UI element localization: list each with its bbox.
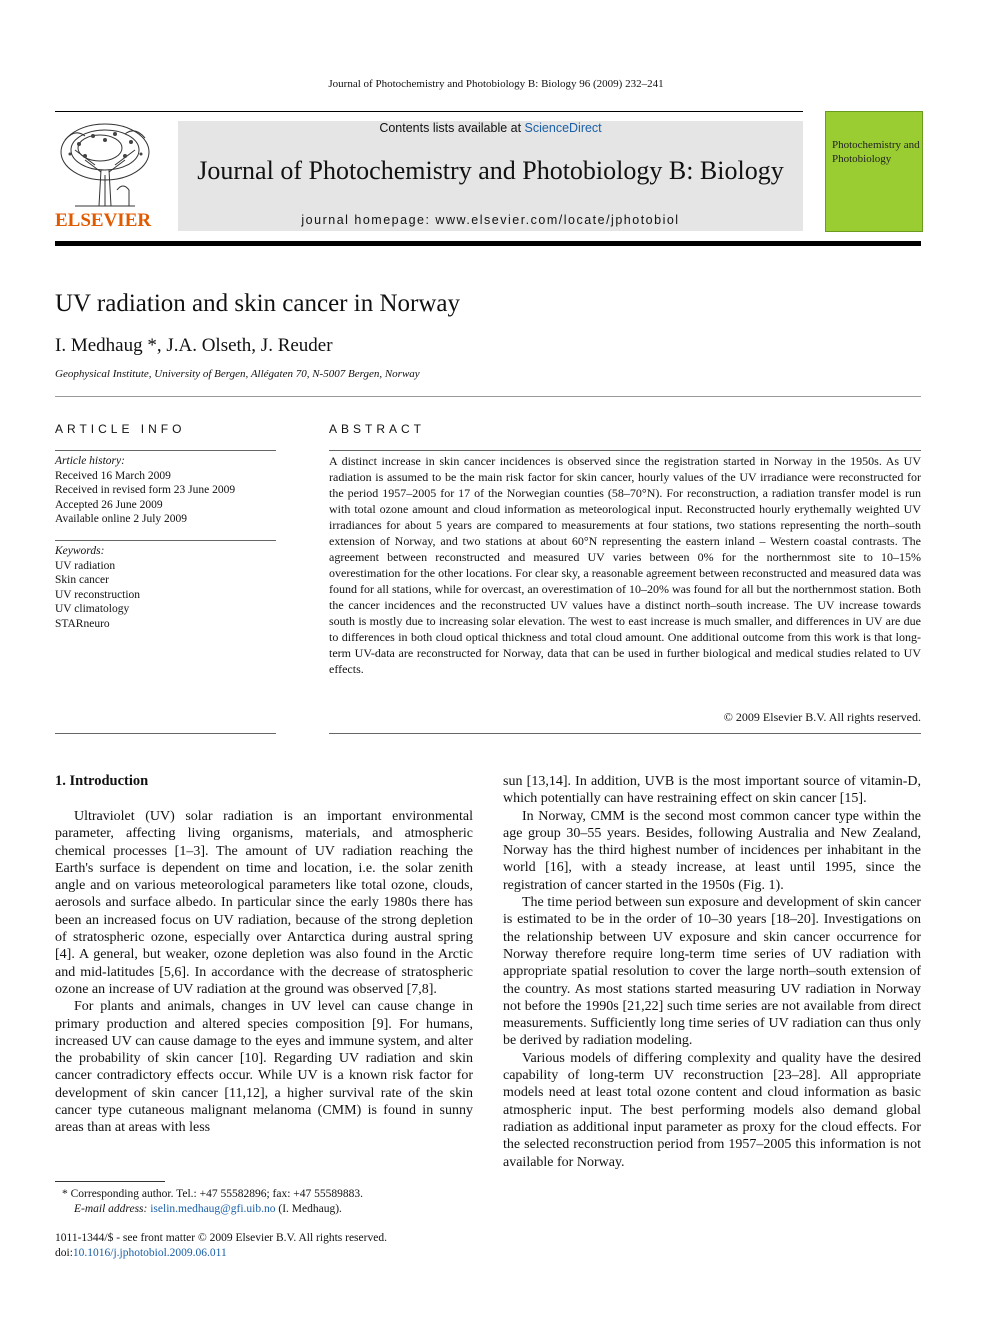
body-column-right (503, 773, 921, 1171)
keyword: STARneuro (55, 617, 110, 630)
paragraph: In Norway, CMM is the second most common cancer type within the age group 30–55 years. Besides, following Australia and New Zealand, Norway has the third highest number of incidences per inhabitant in the world [16], with a steady increase, at least until 1995, since the registration of cancer started in the 1950s (Fig. 1). (503, 808, 921, 893)
header-rule (55, 111, 803, 112)
cover-title: Photochemistry and Photobiology (832, 139, 920, 165)
doi-line (55, 1246, 485, 1261)
keywords-rule (55, 540, 276, 541)
abstract-copyright: © 2009 Elsevier B.V. All rights reserved. (723, 710, 921, 724)
keywords-list (55, 544, 276, 631)
body-column-left (55, 808, 473, 1137)
corresponding-author-note: * Corresponding author. Tel.: +47 55582896; fax: +47 55589883. (62, 1188, 364, 1200)
article-info-heading: ARTICLE INFO (55, 422, 186, 436)
contents-prefix: Contents lists available at (379, 121, 525, 135)
journal-cover-thumbnail (825, 111, 923, 232)
keyword: Skin cancer (55, 574, 109, 586)
elsevier-tree-logo (55, 120, 155, 210)
abstract-text: A distinct increase in skin cancer incidences is observed since the registration started in Norway in the 1950s. As UV radiation is assumed to be the main risk factor for skin cancer, hourly values of the UV irradiance were reconstructed for the period 1957–2005 for 17 of the Norwegian counties (58–70°N). For reconstruction, a radiation transfer model is run with total ozone amount and cloud information as meteorological input. Reconstructed hourly erythemally weighted UV irradiances for about 5 years are compared to measurements at four stations, two stations representing the north–south extension of Norway, and two stations at about 60°N representing the eastern inland – Western coastal contrasts. The agreement between reconstructed and measured UV varies between 0% for the northernmost site to 10–15% overestimation for the other locations. For clear sky, a reasonable agreement between reconstructed and measured data was found for all stations, while for overcast, an overestimation of 10–20% was found for all but the northernmost station. Both the cancer incidences and the reconstructed UV values have a distinct north–south increase. The UV increase towards south is mostly due to increasing solar elevation. The west to east increase is much smaller, and differences in UV are due to differences in both cloud optical thickness and total cloud amount. One additional outcome from this work is that long-term UV-data are reconstructed for Norway, data that can be used in further biological and medical studies related to UV effects. (329, 454, 921, 676)
history-item: Received 16 March 2009 (55, 469, 171, 482)
article-title: UV radiation and skin cancer in Norway (55, 290, 460, 317)
keyword: UV reconstruction (55, 588, 141, 601)
paragraph: The time period between sun exposure and development of skin cancer is estimated to be in the order of 10–30 years [18–20]. Investigations on the relationship between UV exposure and skin cancer occurrence for Norway therefore require long-term time series of UV radiation with appropriate spatial resolution to cover the large north–south extension of the country. As most stations started measuring UV radiation in Norway not before the 1990s [21,22] such time series are not available from direct measurements. Sufficiently long time series of UV radiation can thus only be derived by radiation modeling. (503, 895, 921, 1049)
article-history (55, 454, 276, 527)
paragraph: sun [13,14]. In addition, UVB is the most important source of vitamin-D, which potentially can have restraining effect on skin cancer [15]. (503, 774, 921, 807)
history-label: Article history: (55, 455, 125, 467)
sciencedirect-link[interactable]: ScienceDirect (524, 121, 602, 135)
journal-citation: Journal of Photochemistry and Photobiology B: Biology 96 (2009) 232–241 (328, 78, 664, 90)
elsevier-wordmark: ELSEVIER (55, 210, 152, 231)
journal-homepage[interactable]: journal homepage: www.elsevier.com/locate/jphotobiol (301, 213, 680, 227)
email-line (62, 1202, 482, 1217)
header-thick-rule (55, 241, 921, 246)
contents-line (178, 121, 803, 135)
doi-label: doi: (55, 1246, 73, 1259)
author-affiliation: Geophysical Institute, University of Bergen, Allégaten 70, N-5007 Bergen, Norway (55, 368, 420, 380)
journal-title: Journal of Photochemistry and Photobiology B: Biology (197, 156, 784, 185)
footnote (62, 1187, 482, 1216)
keywords-label: Keywords: (55, 545, 105, 557)
abstract-bottom-rule (329, 733, 921, 734)
front-matter (55, 1231, 485, 1260)
article-authors: I. Medhaug *, J.A. Olseth, J. Reuder (55, 335, 333, 356)
footnote-rule (55, 1181, 165, 1182)
history-item: Accepted 26 June 2009 (55, 498, 163, 511)
abstract-rule (329, 450, 921, 451)
history-item: Received in revised form 23 June 2009 (55, 484, 236, 496)
article-info-rule (55, 450, 276, 451)
title-block-rule (55, 396, 921, 397)
email-link[interactable]: iselin.medhaug@gfi.uib.no (150, 1202, 276, 1215)
abstract-heading: ABSTRACT (329, 422, 426, 436)
keyword: UV radiation (55, 559, 116, 572)
paragraph: Ultraviolet (UV) solar radiation is an important environmental parameter, affecting living organisms, materials, and atmospheric chemical processes [1–3]. The amount of UV radiation reaching the Earth's surface is dependent on time and location, i.e. the solar zenith angle and on various meteorological parameters like total ozone, clouds, aerosols and surface albedo. In particular since the early 1980s there has been an increased focus on UV radiation, because of the strong depletion of stratospheric ozone, especially over Antarctica during austral spring [4]. A general, but weaker, ozone depletion was also found in the Arctic and mid-latitudes [5,6]. In accordance with the decrease of stratospheric ozone an increase of UV radiation at the ground was observed [7,8]. (55, 809, 473, 997)
article-info-bottom-rule (55, 733, 276, 734)
keyword: UV climatology (55, 603, 130, 615)
email-label: E-mail address: (74, 1202, 151, 1215)
doi-link[interactable]: 10.1016/j.jphotobiol.2009.06.011 (72, 1246, 227, 1259)
issn-line: 1011-1344/$ - see front matter © 2009 Elsevier B.V. All rights reserved. (55, 1232, 387, 1244)
paragraph: Various models of differing complexity and quality have the desired capability of long-term UV reconstruction [23–28]. All appropriate models need at least total ozone content and cloud information as basic atmospheric input. The best performing models also demand global radiation as additional input parameter as proxy for the cloud effects. For the selected reconstruction period from 1957–2005 this information is not available for Norway. (503, 1050, 921, 1170)
email-suffix: (I. Medhaug). (275, 1202, 342, 1215)
history-item: Available online 2 July 2009 (55, 513, 188, 525)
section-heading-introduction: 1. Introduction (55, 773, 149, 789)
paragraph: For plants and animals, changes in UV level can cause change in primary production and altered species composition [9]. For humans, increased UV can cause damage to the eyes and immune system, and alter the probability of skin cancer [10]. Regarding UV radiation and skin cancer contradictory effects occur. While UV is a known risk factor for development of skin cancer [11,12], a higher survival rate of the skin cancer type cutaneous malignant melanoma (CMM) is found in sunny areas than at areas with less (55, 999, 473, 1136)
